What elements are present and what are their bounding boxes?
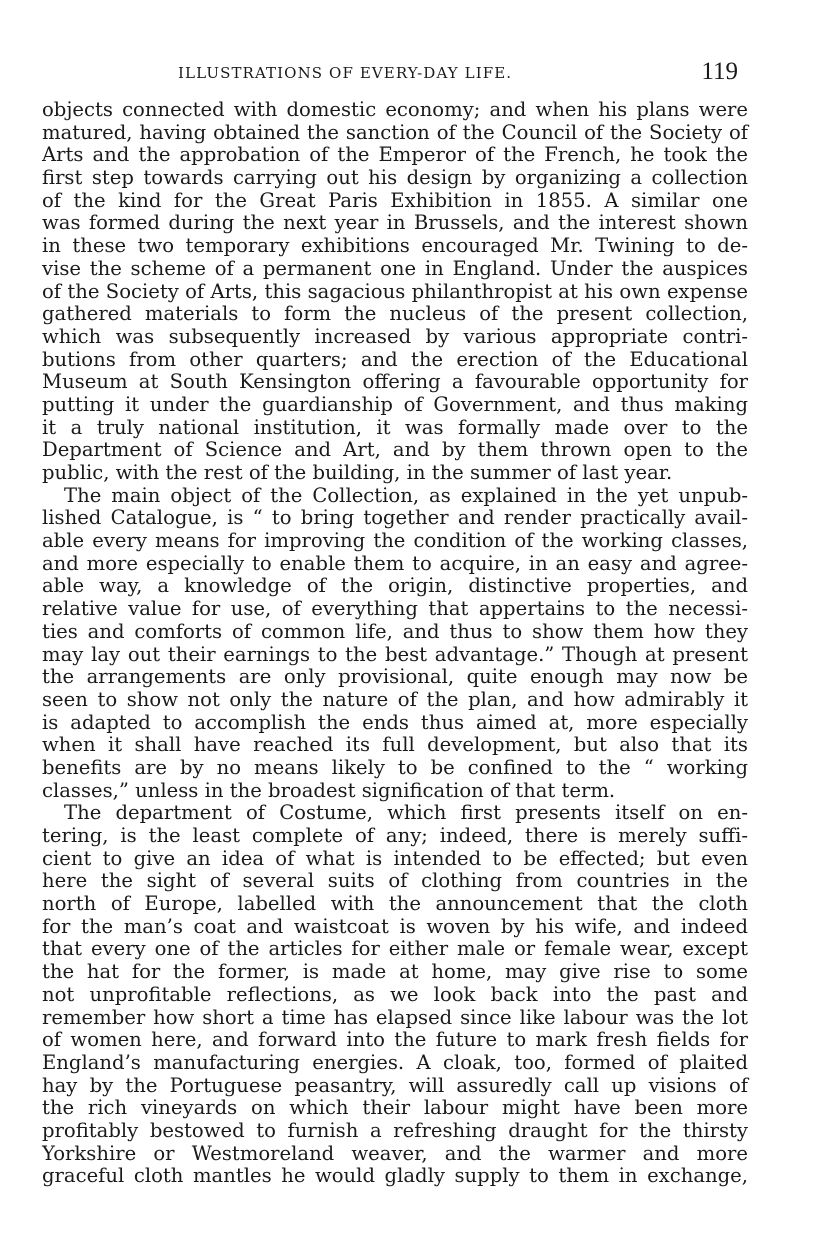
text-line: the arrangements are only provisional, quite enough may now be	[42, 665, 748, 689]
text-line: the rich vineyards on which their labour might have been more	[42, 1096, 748, 1120]
text-line: relative value for use, of everything that appertains to the necessi-	[42, 597, 748, 621]
text-line: in these two temporary exhibitions encouraged Mr. Twining to de-	[42, 234, 748, 258]
text-line: not unprofitable reflections, as we look back into the past and	[42, 982, 748, 1006]
text-line: cient to give an idea of what is intended to be effected; but even	[42, 846, 748, 870]
text-line: The main object of the Collection, as explained in the yet unpub-	[64, 483, 748, 507]
running-title: ILLUSTRATIONS OF EVERY-DAY LIFE.	[178, 64, 513, 82]
page-number: 119	[701, 58, 738, 85]
text-line: ties and comforts of common life, and thus to show them how they	[42, 619, 748, 643]
text-line: and more especially to enable them to acquire, in an easy and agree-	[42, 551, 748, 575]
text-line: that every one of the articles for either male or female wear, except	[42, 937, 748, 961]
text-line: England’s manufacturing energies. A cloak, too, formed of plaited	[42, 1050, 748, 1074]
text-line: hay by the Portuguese peasantry, will assuredly call up visions of	[42, 1073, 748, 1097]
text-line: when it shall have reached its full development, but also that its	[42, 733, 748, 757]
text-line: butions from other quarters; and the erection of the Educational	[42, 347, 748, 371]
text-line: benefits are by no means likely to be confined to the “ working	[42, 755, 748, 779]
text-line: which was subsequently increased by various appropriate contri-	[42, 324, 748, 348]
text-line: Yorkshire or Westmoreland weaver, and the warmer and more	[42, 1141, 748, 1165]
text-line: of the Society of Arts, this sagacious philanthropist at his own expense	[42, 279, 748, 303]
text-line: Arts and the approbation of the Emperor of the French, he took the	[42, 143, 748, 167]
body-text	[42, 99, 748, 1188]
text-line: it a truly national institution, it was formally made over to the	[42, 415, 748, 439]
text-line: the hat for the former, is made at home, may give rise to some	[42, 960, 748, 984]
text-line: gathered materials to form the nucleus of the present collection,	[42, 302, 748, 326]
text-line: objects connected with domestic economy; and when his plans were	[42, 98, 748, 121]
text-line: here the sight of several suits of clothing from countries in the	[42, 869, 748, 893]
text-line: tering, is the least complete of any; indeed, there is merely suffi-	[42, 824, 748, 847]
text-line: is adapted to accomplish the ends thus aimed at, more especially	[42, 710, 748, 734]
text-line: remember how short a time has elapsed since like labour was the lot	[42, 1005, 748, 1029]
text-line: of the kind for the Great Paris Exhibition in 1855. A similar one	[42, 188, 748, 212]
text-line: graceful cloth mantles he would gladly supply to them in exchange,	[42, 1164, 748, 1188]
text-line: able way, a knowledge of the origin, distinctive properties, and	[42, 574, 748, 598]
text-line: The department of Costume, which first presents itself on en-	[64, 801, 748, 825]
text-line: putting it under the guardianship of Government, and thus making	[42, 392, 748, 416]
text-line: for the man’s coat and waistcoat is woven by his wife, and indeed	[42, 914, 748, 938]
text-line: lished Catalogue, is “ to bring together and render practically avail-	[42, 506, 748, 530]
text-line: north of Europe, labelled with the announcement that the cloth	[42, 892, 748, 916]
text-line: Museum at South Kensington offering a favourable opportunity for	[42, 370, 748, 394]
text-line: was formed during the next year in Brussels, and the interest shown	[42, 211, 748, 235]
text-line: may lay out their earnings to the best advantage.” Though at present	[42, 642, 748, 666]
text-line: Department of Science and Art, and by them thrown open to the	[42, 438, 748, 462]
text-line: profitably bestowed to furnish a refreshing draught for the thirsty	[42, 1118, 748, 1142]
text-line: vise the scheme of a permanent one in England. Under the auspices	[42, 256, 748, 280]
text-line: public, with the rest of the building, in the summer of last year.	[42, 461, 673, 484]
text-line: classes,” unless in the broadest signification of that term.	[42, 778, 616, 802]
text-line: first step towards carrying out his design by organizing a collection	[42, 166, 748, 190]
text-line: matured, having obtained the sanction of the Council of the Society of	[42, 120, 748, 144]
text-line: able every means for improving the condition of the working classes,	[42, 529, 748, 553]
text-line: of women here, and forward into the future to mark fresh fields for	[42, 1028, 748, 1052]
text-line: seen to show not only the nature of the plan, and how admirably it	[42, 687, 748, 711]
running-head	[178, 58, 738, 86]
